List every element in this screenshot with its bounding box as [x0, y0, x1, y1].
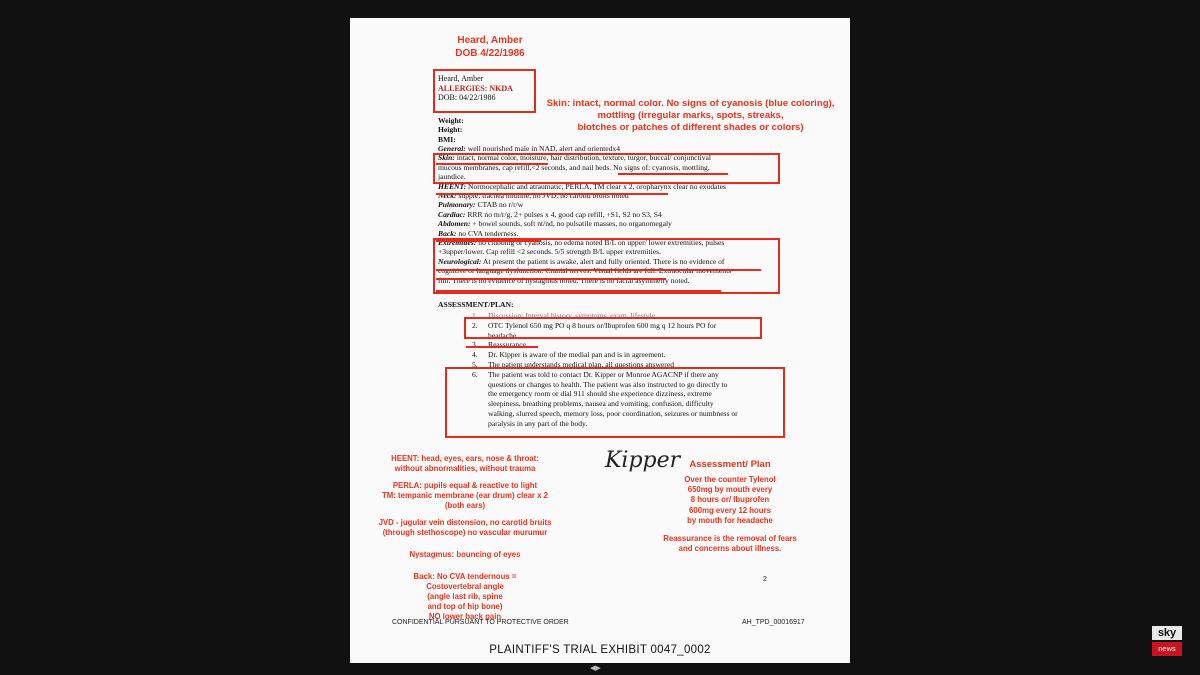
nystagmus-underline — [436, 290, 721, 292]
heent-underline — [436, 193, 668, 195]
heent-note — [375, 454, 555, 474]
logo-bottom: news — [1152, 642, 1182, 656]
extremities-neuro-highlight — [433, 238, 780, 294]
skin-note-line: blotches or patches of different shades or colors) — [577, 122, 804, 133]
vitals — [438, 116, 464, 144]
exam-label: HEENT: — [438, 181, 467, 191]
back-note — [375, 572, 555, 622]
neuro-underline — [436, 269, 761, 271]
note-line: JVD - jugular vein distension, no carotid bruits — [378, 518, 552, 527]
assessment-heading: ASSESSMENT/PLAN: — [438, 300, 514, 309]
skin-underline — [436, 163, 548, 165]
exam-label: Pulmonary: — [438, 200, 476, 210]
patient-header — [450, 34, 530, 60]
reassurance-note — [650, 534, 810, 554]
exam-label: Back: — [438, 228, 457, 238]
id-dob: DOB: 04/22/1986 — [438, 93, 496, 102]
note-line: TM: tempanic membrane (ear drum) clear x 2 (both ears) — [382, 491, 548, 510]
skin-annotation — [538, 98, 843, 134]
plan-text: Reassurance — [488, 340, 526, 350]
id-name: Heard, Amber — [438, 74, 484, 83]
note-line: and top of hip bone) — [427, 602, 503, 611]
assessment-plan-note-title: Assessment/ Plan — [689, 459, 771, 470]
plan-item — [472, 350, 782, 360]
plan-text: questions or changes to health. The patient was also instructed to go directly to — [488, 379, 728, 389]
tylenol-note — [650, 475, 810, 526]
exam-text: Normocephalic and atraumatic, PERLA, TM clear x 2, oropharynx clear no exudates — [466, 181, 726, 191]
exam-text: jaundice. — [438, 172, 466, 182]
plan-number: 5. — [472, 359, 478, 369]
exam-text: + bowel sounds, soft nt/nd, no pulsatile masses, no organomegaly — [470, 219, 672, 229]
scrub-indicator: ◀▶ — [590, 664, 601, 672]
patient-dob: DOB 4/22/1986 — [455, 48, 525, 59]
note-line: (angle last rib, spine — [427, 592, 503, 601]
exhibit-label: PLAINTIFF'S TRIAL EXHIBIT 0047_0002 — [489, 644, 711, 656]
note-line: NO lower back pain — [428, 612, 502, 621]
exam-text: no clubbing or cyanosis, no edema noted B/L on upper/ lower extremities, pulses — [476, 238, 725, 248]
exam-label: General: — [438, 144, 466, 153]
id-box — [438, 74, 513, 103]
exam-text: intact, normal color, moisture, hair distribution, texture, turgor, buccal/ conjunctival — [454, 153, 711, 163]
exam-text: CTAB no r/r/w — [475, 200, 524, 210]
document-page — [350, 18, 850, 663]
note-line: 600mg every 12 hours — [689, 505, 771, 515]
plan-number: 1. — [472, 311, 478, 320]
exam-label: Abdomen: — [438, 219, 471, 229]
exam-label: Neck: — [438, 191, 457, 201]
tylenol-highlight — [464, 317, 762, 339]
exam-text: At present the patient is awake, alert and fully oriented. There is no evidence of — [481, 256, 725, 266]
note-line: HEENT: head, eyes, ears, nose & throat: — [391, 454, 539, 463]
note-line: Back: No CVA tendernous = — [413, 572, 517, 581]
plan-number: 3. — [472, 340, 478, 350]
exam-label: Extremities: — [438, 238, 477, 248]
plan-text: The patient understands medical plan, all questions answered — [488, 359, 674, 369]
plan-number: 6. — [472, 369, 478, 379]
note-line: Over the counter Tylenol — [684, 475, 776, 484]
right-notes — [650, 458, 810, 554]
exam-text: +3upper/lower. Cap refill <2 seconds. 5/5 strength B/L upper extremities. — [438, 247, 661, 257]
allergies: ALLERGIES: NKDA — [438, 83, 513, 93]
exam-label: Skin: — [438, 153, 455, 163]
plan-number: 4. — [472, 350, 478, 360]
plan-text: headache. — [488, 330, 519, 340]
skin-note-line: mottling (irregular marks, spots, streaks, — [597, 110, 784, 121]
exam-row — [438, 144, 783, 153]
bates-number: AH_TPD_00016917 — [742, 619, 805, 626]
note-line: 8 hours or/ Ibuprofen — [690, 495, 770, 505]
note-line: 650mg by mouth every — [687, 485, 773, 495]
cranial-underline — [436, 278, 666, 280]
jvd-note — [375, 518, 555, 538]
note-line: Costovertebral angle — [426, 582, 504, 591]
exam-row — [438, 200, 783, 209]
exam-text: mucous membranes, cap refill,<2 seconds, and nail beds. No signs of: cyanosis, mottling, — [438, 162, 710, 172]
exam-label: Neurological: — [438, 256, 482, 266]
skin-note-line: Skin: intact, normal color. No signs of cyanosis (blue coloring), — [546, 98, 835, 109]
left-notes — [375, 454, 555, 622]
bmi-label: BMI: — [438, 134, 456, 144]
note-line: (through stethoscope) no vascular murumur — [382, 528, 548, 537]
exam-row — [438, 219, 783, 228]
reassurance-underline — [466, 346, 538, 348]
note-line: without abnormalities, without trauma — [394, 464, 536, 473]
height-label: Height: — [438, 125, 463, 135]
cyanosis-underline — [618, 173, 728, 175]
exam-label: Cardiac: — [438, 209, 466, 219]
back-underline — [436, 240, 541, 242]
exam-text: no CVA tenderness. — [456, 228, 519, 238]
plan-text: Discussion: Interval history, symptoms, exam, lifestyle. — [488, 311, 657, 320]
note-line: PERLA: pupils equal & reactive to light — [392, 481, 538, 490]
plan-text: sleepiness, breathing problems, nausea and vomiting, confusion, difficulty — [488, 399, 714, 409]
exam-text: RRR no m/r/g, 2+ pulses x 4, good cap refill, +S1, S2 no S3, S4 — [465, 209, 662, 219]
weight-label: Weight: — [438, 116, 464, 125]
note-line: Nystagmus: bouncing of eyes — [409, 550, 521, 559]
confidential-footer: CONFIDENTIAL PURSUANT TO PROTECTIVE ORDER — [392, 619, 569, 626]
plan-text: walking, slurred speech, memory loss, poor coordination, seizures or numbness or — [488, 408, 738, 418]
exam-text: well nourished male in NAD, alert and orientedx4 — [465, 144, 620, 153]
perla-note — [375, 481, 555, 511]
plan-text: the emergency room or dial 911 should she experience dizziness, extreme — [488, 389, 712, 399]
instructions-highlight — [445, 367, 785, 438]
exam-text: full. There is no evidence of nystagmus noted. There is no facial asymmetry noted. — [438, 275, 690, 285]
note-line: Reassurance is the removal of fears — [663, 534, 797, 544]
patient-name: Heard, Amber — [457, 35, 523, 46]
exam-text: supple, trachea midline, no JVD, no carotid bruits noted — [456, 191, 629, 201]
plan-text: OTC Tylenol 650 mg PO q 8 hours or/Ibuprofen 600 mg q 12 hours PO for — [488, 320, 717, 330]
sky-news-logo — [1152, 626, 1182, 656]
note-line: by mouth for headache — [687, 515, 773, 525]
plan-number: 2. — [472, 320, 478, 330]
exam-text: cognitive or language dysfunction. Cranial nerves: Visual fields are full. Extraocular movements — [438, 266, 732, 276]
signature: Kipper — [605, 448, 681, 473]
exam-row — [438, 210, 783, 219]
page-number: 2 — [763, 576, 767, 583]
skin-highlight — [433, 153, 780, 184]
plan-text: paralysis in any part of the body. — [488, 418, 588, 428]
plan-text: Dr. Kipper is aware of the medial pan and is in agreement. — [488, 350, 666, 360]
note-line: and concerns about illness. — [678, 544, 782, 554]
logo-top: sky — [1152, 626, 1182, 640]
nystagmus-note — [375, 550, 555, 560]
exam-row — [438, 229, 783, 238]
plan-text: The patient was told to contact Dr. Kipper or Monroe AGACNP if there any — [488, 369, 719, 379]
